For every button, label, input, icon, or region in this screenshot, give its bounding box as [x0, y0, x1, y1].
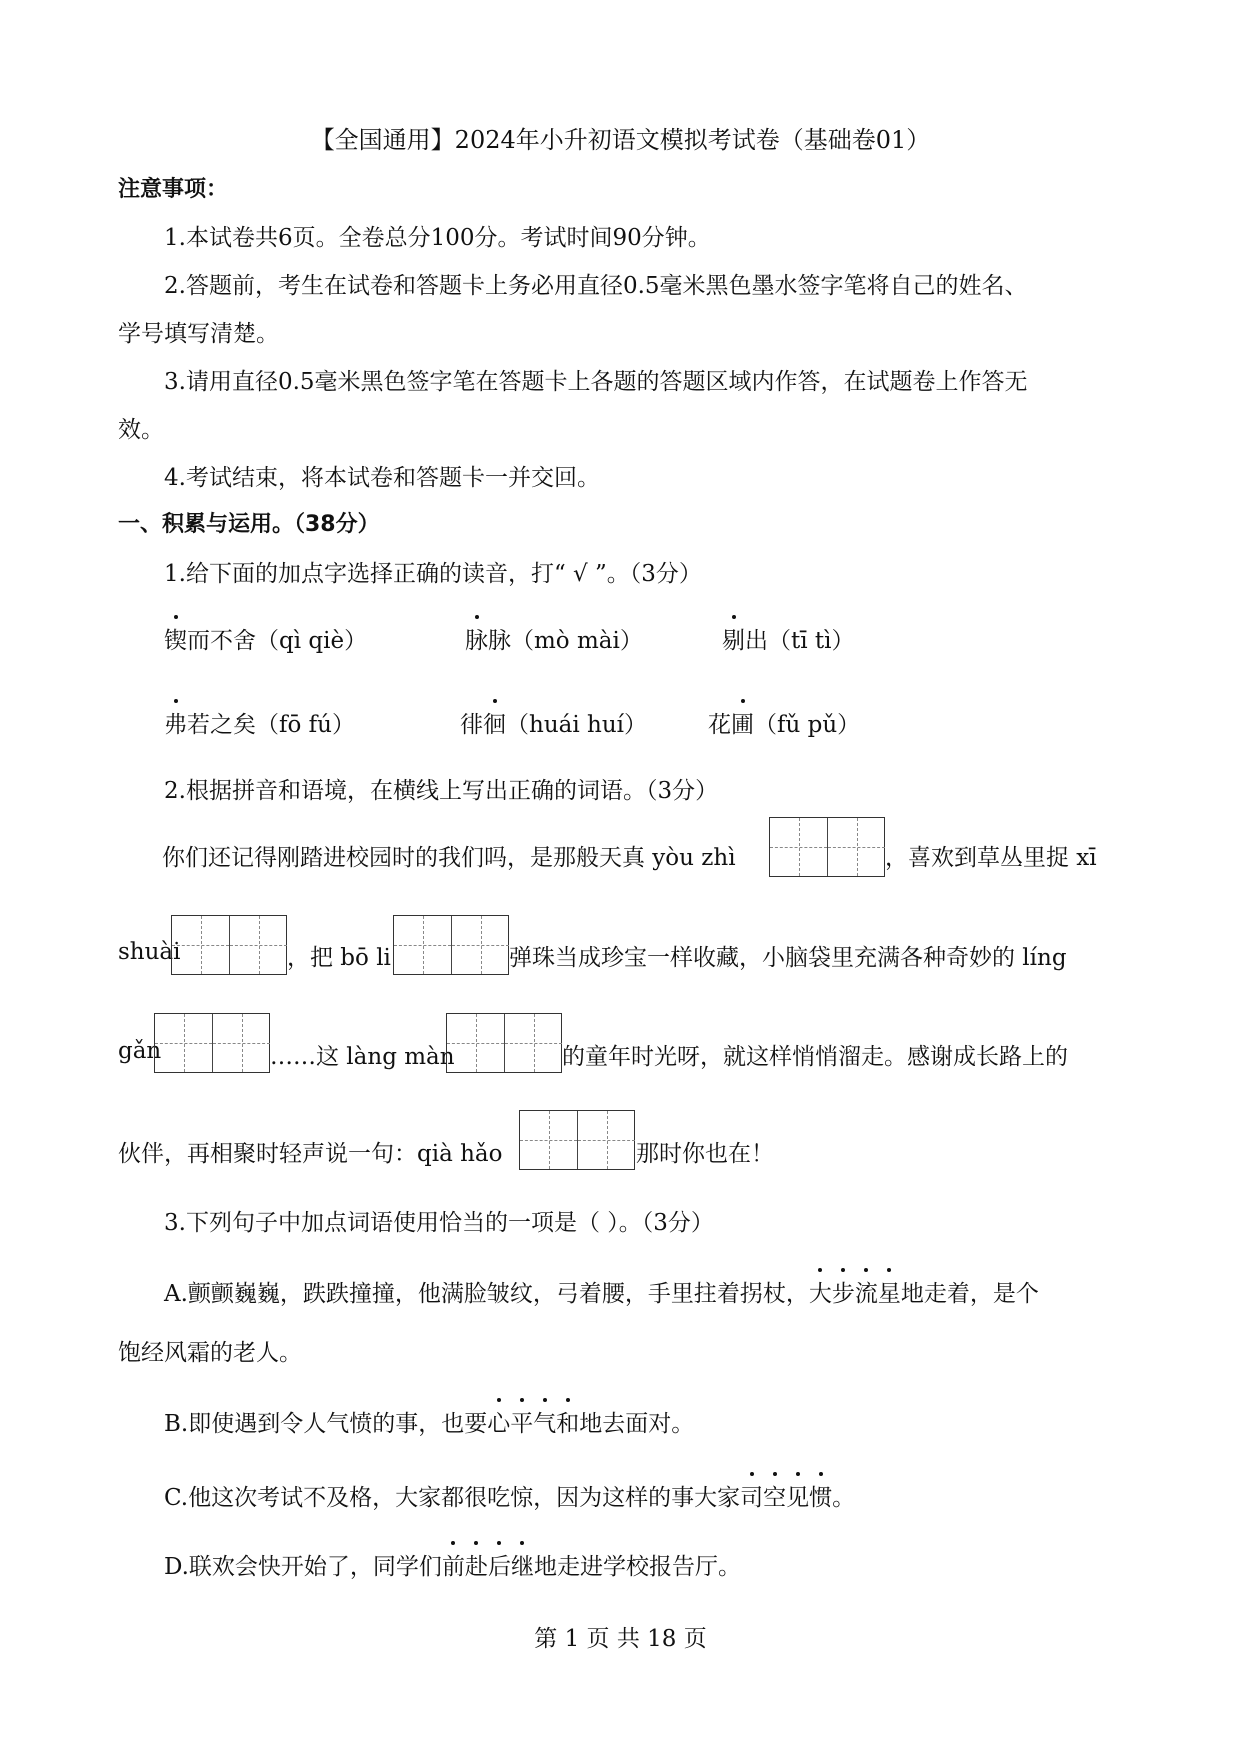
dotted-char: 心 [487, 1405, 510, 1438]
dotted-char: 司 [740, 1479, 763, 1512]
dotted-char: 继 [511, 1548, 534, 1581]
question-3-stem: 3.下列句子中加点词语使用恰当的一项是（ ）。（3分） [164, 1210, 714, 1236]
option-text: 地走着，是个 [900, 1281, 1039, 1307]
q1-item-1 [164, 622, 367, 655]
dotted-char: 弗 [164, 706, 187, 739]
q2-text-2c: 弹珠当成珍宝一样收藏，小脑袋里充满各种奇妙的 líng [509, 945, 1067, 971]
q2-text-3c: 的童年时光呀，就这样悄悄溜走。感谢成长路上的 [562, 1044, 1068, 1070]
grid-cell[interactable] [578, 1111, 635, 1169]
grid-cell[interactable] [213, 1014, 270, 1072]
grid-cell[interactable] [155, 1014, 213, 1072]
q1-item-text: （huái huí） [506, 712, 647, 738]
q1-item-5 [460, 706, 647, 739]
q3-option-a-cont: 饱经风霜的老人。 [118, 1340, 302, 1366]
notice-item-4: 4.考试结束，将本试卷和答题卡一并交回。 [164, 465, 600, 491]
option-text: A.颤颤巍巍，跌跌撞撞，他满脸皱纹，弓着腰，手里拄着拐杖， [164, 1281, 809, 1307]
dotted-char: 流 [855, 1275, 878, 1308]
section-heading: 一、积累与运用。（38分） [118, 512, 380, 537]
dotted-char: 赴 [465, 1548, 488, 1581]
grid-cell[interactable] [505, 1014, 562, 1072]
q2-text-3b: ……这 làng màn [270, 1044, 455, 1070]
q2-text-1b: ，喜欢到草丛里捉 xī [885, 845, 1097, 871]
grid-cell[interactable] [447, 1014, 505, 1072]
notice-item-1: 1.本试卷共6页。全卷总分100分。考试时间90分钟。 [164, 225, 711, 251]
option-text: 地走进学校报告厅。 [533, 1554, 741, 1580]
dotted-char: 前 [442, 1548, 465, 1581]
dotted-char: 大 [809, 1275, 832, 1308]
grid-cell[interactable] [230, 916, 287, 974]
q2-text-4a: 伙伴，再相聚时轻声说一句：qià hǎo [118, 1141, 503, 1167]
answer-grid-qiahao[interactable] [519, 1110, 635, 1170]
q1-item-text: 出（tī tì） [745, 628, 855, 654]
q1-item-text: 若之矣（fō fú） [187, 712, 355, 738]
grid-cell[interactable] [770, 818, 828, 876]
dotted-char: 平 [510, 1405, 533, 1438]
option-text: C.他这次考试不及格，大家都很吃惊，因为这样的事大家 [164, 1485, 741, 1511]
answer-grid-xishuai[interactable] [171, 915, 287, 975]
notice-item-3-cont: 效。 [118, 417, 164, 443]
grid-cell[interactable] [520, 1111, 578, 1169]
q3-option-a [164, 1275, 1039, 1308]
q1-item-text: 而不舍（qì qiè） [187, 628, 368, 654]
q1-item-4 [164, 706, 355, 739]
grid-cell[interactable] [172, 916, 230, 974]
dotted-char: 空 [763, 1479, 786, 1512]
option-text: 。 [832, 1485, 856, 1511]
notice-item-3: 3.请用直径0.5毫米黑色签字笔在答题卡上各题的答题区域内作答，在试题卷上作答无 [164, 369, 1028, 395]
page-title: 【全国通用】2024年小升初语文模拟考试卷（基础卷01） [310, 126, 931, 154]
dotted-char: 见 [786, 1479, 809, 1512]
dotted-char: 剔 [722, 622, 745, 655]
answer-grid-youzhi[interactable] [769, 817, 885, 877]
q2-text-2b: ，把 bō li [287, 945, 391, 971]
notice-item-2-cont: 学号填写清楚。 [118, 321, 279, 347]
dotted-char: 步 [832, 1275, 855, 1308]
q3-option-c [164, 1479, 855, 1512]
q2-text-3a: gǎn [118, 1038, 162, 1064]
question-1-stem: 1.给下面的加点字选择正确的读音，打“ √ ”。（3分） [164, 561, 702, 587]
option-text: D.联欢会快开始了，同学们 [164, 1554, 442, 1580]
q1-item-text: （fǔ pǔ） [754, 712, 861, 738]
dotted-char: 惯 [809, 1479, 832, 1512]
q3-option-b [164, 1405, 694, 1438]
q1-item-6 [708, 706, 860, 739]
answer-grid-langman[interactable] [446, 1013, 562, 1073]
q2-text-1a: 你们还记得刚踏进校园时的我们吗，是那般天真 yòu zhì [162, 845, 736, 871]
q3-option-d [164, 1548, 741, 1581]
q2-text-2a: shuài [118, 939, 181, 965]
notice-heading: 注意事项： [118, 177, 229, 202]
question-2-stem: 2.根据拼音和语境，在横线上写出正确的词语。（3分） [164, 778, 719, 804]
answer-grid-boli[interactable] [393, 915, 509, 975]
q1-item-prefix: 花 [708, 712, 731, 738]
grid-cell[interactable] [394, 916, 452, 974]
option-text: 地去面对。 [579, 1411, 695, 1437]
dotted-char: 星 [878, 1275, 901, 1308]
page-footer: 第 1 页 共 18 页 [534, 1626, 707, 1652]
option-text: B.即使遇到令人气愤的事，也要 [164, 1411, 488, 1437]
dotted-char: 徊 [483, 706, 506, 739]
dotted-char: 和 [556, 1405, 579, 1438]
q1-item-prefix: 徘 [460, 712, 483, 738]
q1-item-3 [722, 622, 855, 655]
dotted-char: 脉 [465, 622, 488, 655]
dotted-char: 圃 [731, 706, 754, 739]
grid-cell[interactable] [452, 916, 509, 974]
grid-cell[interactable] [828, 818, 885, 876]
dotted-char: 锲 [164, 622, 187, 655]
dotted-char: 后 [488, 1548, 511, 1581]
q2-text-4b: 那时你也在！ [636, 1141, 774, 1167]
q1-item-2 [465, 622, 643, 655]
q1-item-text: 脉（mò mài） [488, 628, 643, 654]
notice-item-2: 2.答题前，考生在试卷和答题卡上务必用直径0.5毫米黑色墨水签字笔将自己的姓名、 [164, 273, 1028, 299]
dotted-char: 气 [533, 1405, 556, 1438]
answer-grid-linggan[interactable] [154, 1013, 270, 1073]
